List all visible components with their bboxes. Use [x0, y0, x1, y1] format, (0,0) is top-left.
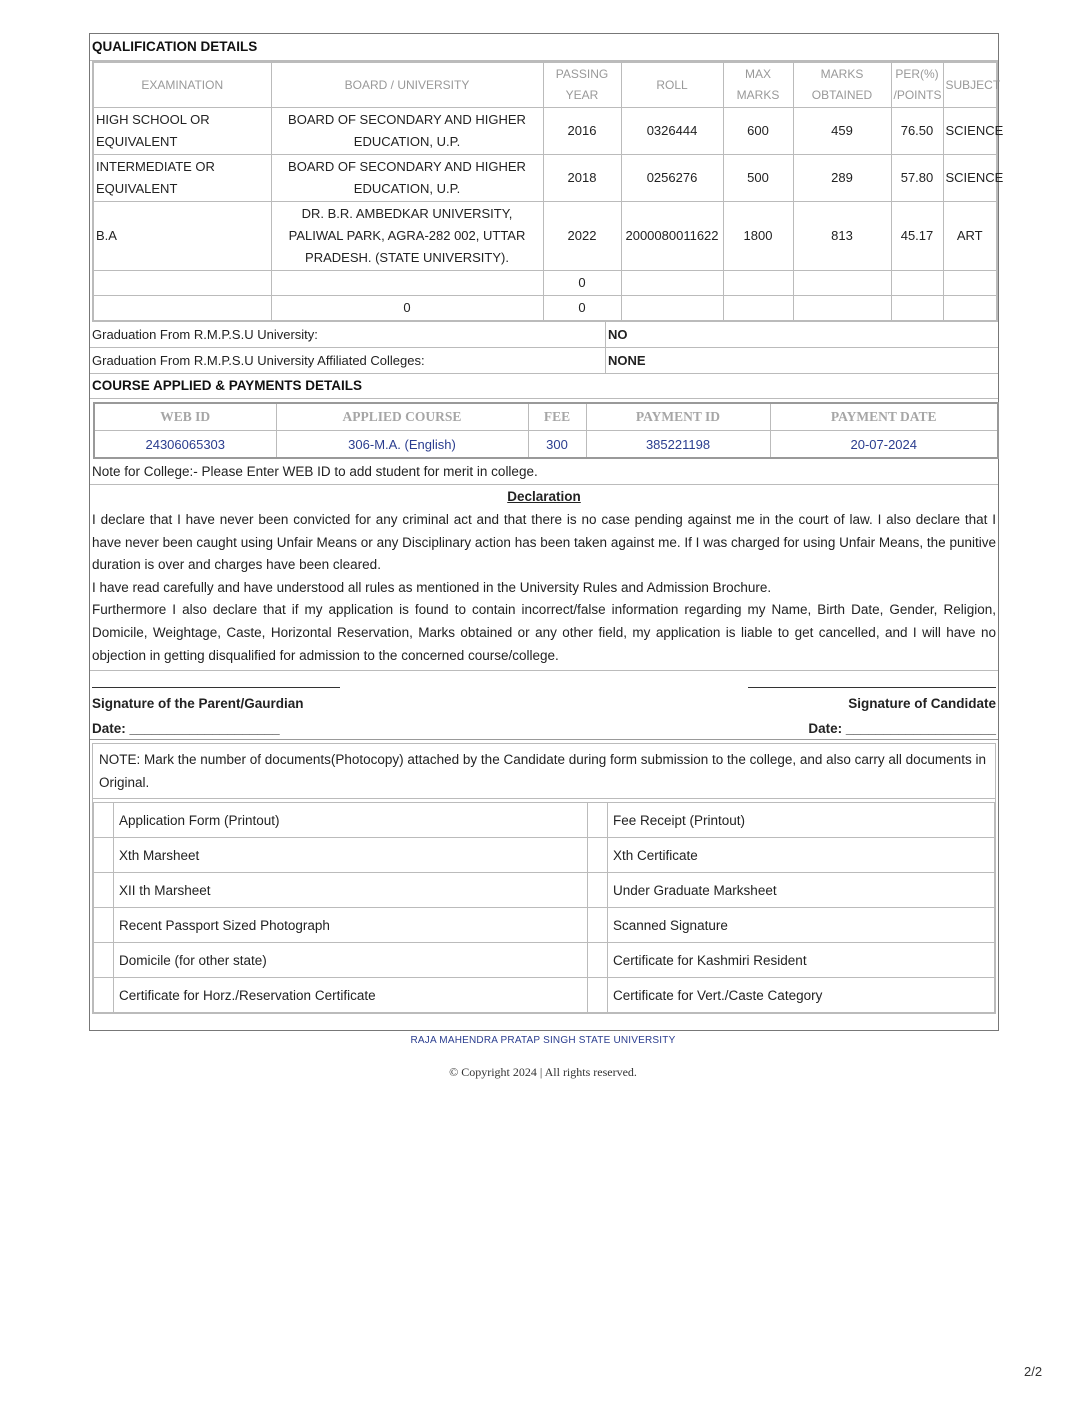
cell-percent [891, 271, 943, 296]
header-percentage: PER(%) /POINTS [891, 62, 943, 108]
cell-subject: ART [943, 202, 997, 271]
cell-percent: 45.17 [891, 202, 943, 271]
document-label: Application Form (Printout) [114, 803, 588, 838]
document-count-box [588, 838, 608, 873]
header-passing-year: PASSING YEAR [543, 62, 621, 108]
table-row [93, 155, 997, 202]
qualification-table [92, 61, 1004, 322]
declaration-paragraph: Furthermore I also declare that if my application is found to contain incorrect/false information regarding my Name, Birth Date, Gender, Religion, Domicile, Weightage, Caste, Horizontal Reservation, Marks obtained or any other field, my application is liable to get cancelled, and I will have no objection in getting disqualified for admission to the concerned course/college. [92, 602, 996, 663]
cell-subject: SCIENCE [943, 108, 997, 155]
cell-board: BOARD OF SECONDARY AND HIGHER EDUCATION, U.P. [271, 108, 543, 155]
header-web-id: WEB ID [94, 403, 276, 431]
table-row [93, 108, 997, 155]
table-row [94, 873, 995, 908]
table-row [94, 431, 998, 459]
web-id-value: 24306065303 [94, 431, 276, 459]
cell-board [271, 271, 543, 296]
cell-roll [621, 296, 723, 322]
graduation-rmpsu-value: NO [608, 327, 628, 342]
parent-signature-line [92, 687, 340, 688]
declaration-title: Declaration [507, 489, 581, 504]
cell-subject [943, 271, 997, 296]
document-label: Under Graduate Marksheet [608, 873, 995, 908]
graduation-affiliated-value: NONE [608, 353, 646, 368]
header-board: BOARD / UNIVERSITY [271, 62, 543, 108]
documents-note: NOTE: Mark the number of documents(Photocopy) attached by the Candidate during form submission to the college, and also carry all documents in Original. [93, 744, 995, 799]
candidate-signature-line [748, 687, 996, 688]
header-roll: ROLL [621, 62, 723, 108]
document-label: Certificate for Vert./Caste Category [608, 978, 995, 1013]
document-count-box [94, 803, 114, 838]
declaration-paragraph: I have read carefully and have understood all rules as mentioned in the University Rules and Admission Brochure. [92, 579, 772, 595]
document-label: XII th Marsheet [114, 873, 588, 908]
cell-max [723, 296, 793, 322]
application-sheet [89, 33, 1004, 1031]
document-count-box [94, 943, 114, 978]
document-label: Xth Marsheet [114, 838, 588, 873]
header-max-marks: MAX MARKS [723, 62, 793, 108]
payment-id-value: 385221198 [586, 431, 770, 459]
cell-year: 2016 [543, 108, 621, 155]
document-label: Domicile (for other state) [114, 943, 588, 978]
payment-header-row [94, 403, 998, 431]
document-label: Certificate for Kashmiri Resident [608, 943, 995, 978]
table-row [94, 803, 995, 838]
cell-year: 2022 [543, 202, 621, 271]
college-note: Note for College:- Please Enter WEB ID to add student for merit in college. [90, 459, 998, 485]
document-count-box [588, 908, 608, 943]
cell-obtained: 289 [793, 155, 891, 202]
document-count-box [588, 873, 608, 908]
qualification-title: QUALIFICATION DETAILS [90, 34, 998, 61]
cell-subject: SCIENCE [943, 155, 997, 202]
course-title: COURSE APPLIED & PAYMENTS DETAILS [90, 374, 998, 399]
cell-max [723, 271, 793, 296]
documents-section [92, 743, 996, 1014]
cell-max: 1800 [723, 202, 793, 271]
document-count-box [94, 873, 114, 908]
cell-year: 0 [543, 296, 621, 322]
parent-date: Date: ____________________ [92, 721, 280, 737]
header-payment-date: PAYMENT DATE [770, 403, 998, 431]
documents-table [93, 802, 995, 1013]
document-label: Fee Receipt (Printout) [608, 803, 995, 838]
qualification-header-row [93, 62, 997, 108]
signature-section [90, 671, 998, 740]
cell-percent: 57.80 [891, 155, 943, 202]
candidate-signature-label: Signature of Candidate [848, 696, 996, 712]
document-label: Certificate for Horz./Reservation Certificate [114, 978, 588, 1013]
fee-value: 300 [528, 431, 586, 459]
table-row [93, 296, 997, 322]
cell-board: BOARD OF SECONDARY AND HIGHER EDUCATION, U.P. [271, 155, 543, 202]
declaration-body [90, 509, 998, 671]
table-row [94, 943, 995, 978]
payment-table [93, 402, 999, 459]
applied-course-value: 306-M.A. (English) [276, 431, 528, 459]
document-count-box [588, 943, 608, 978]
cell-obtained [793, 271, 891, 296]
cell-obtained [793, 296, 891, 322]
cell-examination: HIGH SCHOOL OR EQUIVALENT [93, 108, 271, 155]
cell-examination [93, 296, 271, 322]
cell-year: 0 [543, 271, 621, 296]
page-number: 2/2 [1024, 1364, 1043, 1379]
cell-obtained: 813 [793, 202, 891, 271]
table-row [94, 978, 995, 1013]
cell-roll [621, 271, 723, 296]
table-row [93, 271, 997, 296]
graduation-affiliated-label: Graduation From R.M.P.S.U University Affiliated Colleges: [90, 348, 606, 373]
parent-signature-label: Signature of the Parent/Gaurdian [92, 696, 304, 712]
payment-date-value: 20-07-2024 [770, 431, 998, 459]
document-count-box [588, 803, 608, 838]
cell-board: 0 [271, 296, 543, 322]
footer-university: RAJA MAHENDRA PRATAP SINGH STATE UNIVERSITY [410, 1035, 676, 1046]
document-count-box [94, 978, 114, 1013]
table-row [94, 908, 995, 943]
table-row [93, 202, 997, 271]
cell-roll: 0256276 [621, 155, 723, 202]
candidate-date: Date: ____________________ [808, 721, 996, 737]
table-row [94, 838, 995, 873]
cell-obtained: 459 [793, 108, 891, 155]
header-subject: SUBJECT [943, 62, 997, 108]
document-count-box [94, 908, 114, 943]
document-count-box [588, 978, 608, 1013]
document-label: Scanned Signature [608, 908, 995, 943]
document-count-box [94, 838, 114, 873]
graduation-rmpsu-label: Graduation From R.M.P.S.U University: [90, 322, 606, 347]
header-payment-id: PAYMENT ID [586, 403, 770, 431]
cell-year: 2018 [543, 155, 621, 202]
cell-examination: INTERMEDIATE OR EQUIVALENT [93, 155, 271, 202]
header-marks-obtained: MARKS OBTAINED [793, 62, 891, 108]
cell-examination: B.A [93, 202, 271, 271]
document-label: Xth Certificate [608, 838, 995, 873]
document-label: Recent Passport Sized Photograph [114, 908, 588, 943]
cell-roll: 2000080011622 [621, 202, 723, 271]
graduation-affiliated-row [90, 348, 998, 374]
cell-subject [943, 296, 997, 322]
graduation-rmpsu-row [90, 322, 998, 348]
cell-percent: 76.50 [891, 108, 943, 155]
cell-max: 600 [723, 108, 793, 155]
cell-max: 500 [723, 155, 793, 202]
cell-board: DR. B.R. AMBEDKAR UNIVERSITY, PALIWAL PARK, AGRA-282 002, UTTAR PRADESH. (STATE UNIVERSITY). [271, 202, 543, 271]
cell-roll: 0326444 [621, 108, 723, 155]
footer-copyright: © Copyright 2024 | All rights reserved. [449, 1065, 637, 1079]
cell-examination [93, 271, 271, 296]
header-applied-course: APPLIED COURSE [276, 403, 528, 431]
header-examination: EXAMINATION [93, 62, 271, 108]
declaration-paragraph: I declare that I have never been convicted for any criminal act and that there is no case pending against me in the court of law. I also declare that I have never been caught using Unfair Means or any Disciplinary action has been taken against me. If I was charged for using Unfair Means, the punitive duration is over and charges have been cleared. [92, 512, 996, 573]
header-fee: FEE [528, 403, 586, 431]
cell-percent [891, 296, 943, 322]
